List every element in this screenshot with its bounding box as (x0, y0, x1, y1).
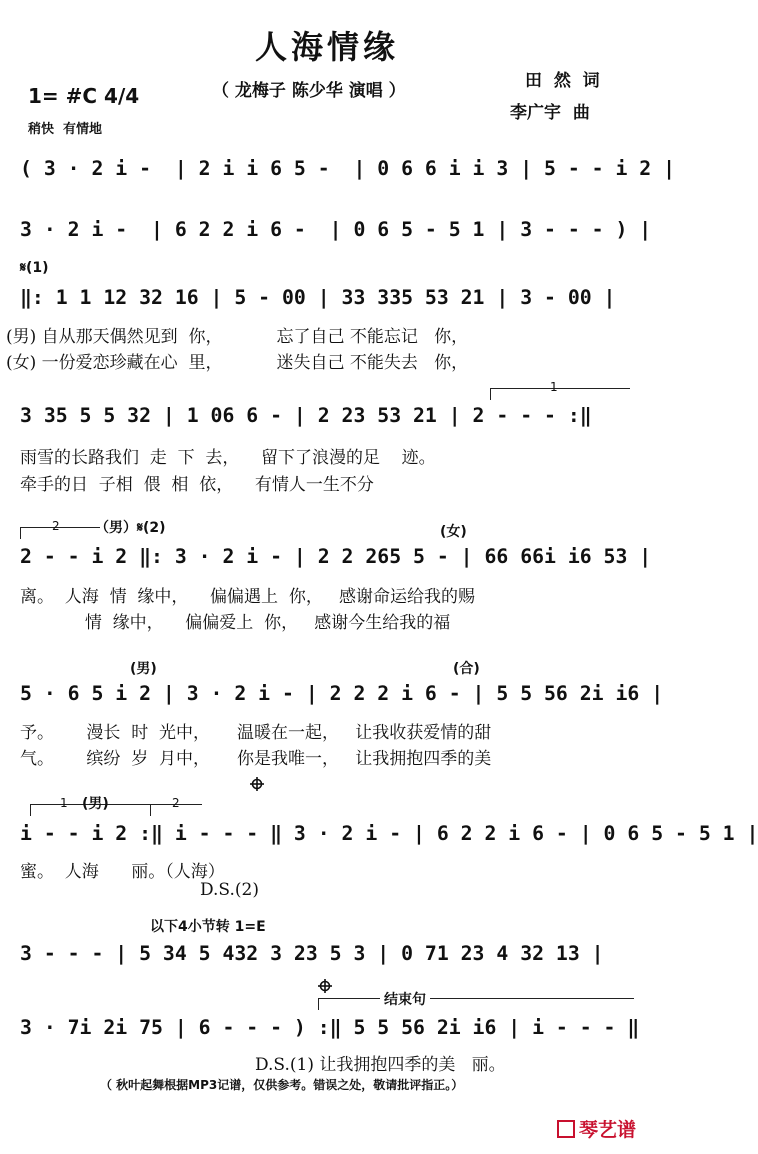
volta-1-label-b: 1 (60, 796, 68, 810)
key-signature: 1= #C 4/4 (28, 84, 140, 108)
lyric-row-9-line-1: D.S.(1) 让我拥抱四季的美 丽。 (255, 1055, 506, 1075)
ds-2-mark: D.S.(2) (200, 880, 259, 900)
footnote: （ 秋叶起舞根据MP3记谱，仅供参考。错误之处，敬请批评指正。） (100, 1078, 464, 1092)
male-segno-2-mark: （男）𝄋(2) (95, 520, 166, 536)
lyric-row-5-line-2: 情 缘中， 偏偏爱上 你， 感谢今生给我的福 (20, 613, 451, 633)
volta-2-bracket (20, 527, 100, 528)
lyricist-credit: 田 然 词 (525, 71, 600, 91)
watermark (557, 1115, 636, 1142)
lyric-row-7-line-1: 蜜。 人海 丽。（人海） (20, 862, 225, 882)
watermark-logo-icon (557, 1120, 575, 1138)
lyric-row-3-line-2: (女) 一份爱恋珍藏在心 里， 迷失自己 不能失去 你， (6, 353, 469, 373)
performers: （ 龙梅子 陈少华 演唱 ） (212, 81, 406, 101)
ending-bracket-left (318, 998, 319, 1010)
female-part-mark: (女) (440, 524, 467, 540)
volta-2-bracket-left (20, 527, 21, 539)
tempo-marking: 稍快 有情地 (28, 122, 103, 137)
coda-icon-ending (318, 979, 332, 993)
score-row-1: ( 3 · 2 i - | 2 i i 6 5 - | 0 6 6 i i 3 | 5 - - i 2 | (20, 157, 676, 180)
volta-1-bracket (490, 388, 630, 389)
song-title: 人海情缘 (254, 28, 399, 66)
male-part-mark-b: (男) (82, 796, 109, 812)
score-row-4: 3 35 5 5 32 | 1 06 6 - | 2 23 53 21 | 2 - - - :‖ (20, 404, 592, 427)
lyric-row-6-line-1: 予。 漫长 时 光中， 温暖在一起， 让我收获爱情的甜 (20, 723, 492, 743)
watermark-text: 琴艺谱 (578, 1119, 636, 1141)
volta-2-label-b: 2 (172, 796, 180, 810)
score-row-9: 3 · 7i 2i 75 | 6 - - - ) :‖ 5 5 56 2i i6 | i - - - ‖ (20, 1016, 640, 1039)
score-row-6: 5 · 6 5 i 2 | 3 · 2 i - | 2 2 2 i 6 - | 5 5 56 2i i6 | (20, 682, 664, 705)
score-row-2: 3 · 2 i - | 6 2 2 i 6 - | 0 6 5 - 5 1 | 3 - - - ) | (20, 218, 652, 241)
lyric-row-6-line-2: 气。 缤纷 岁 月中， 你是我唯一， 让我拥抱四季的美 (20, 749, 492, 769)
volta-1-label: 1 (550, 380, 558, 394)
together-part-mark: (合) (453, 661, 480, 677)
lyric-row-3-line-1: (男) 自从那天偶然见到 你， 忘了自己 不能忘记 你， (6, 327, 469, 347)
modulation-note: 以下4小节转 1=E (150, 919, 266, 935)
volta-1-bracket-b-left (30, 804, 31, 816)
score-row-3: ‖: 1 1 12 32 16 | 5 - 00 | 33 335 53 21 | 3 - 00 | (20, 286, 616, 309)
male-part-mark: (男) (130, 661, 157, 677)
ending-label: 结束句 (380, 989, 430, 1009)
lyric-row-4-line-1: 雨雪的长路我们 走 下 去， 留下了浪漫的足 迹。 (20, 448, 436, 468)
volta-2-label: 2 (52, 519, 60, 533)
ending-bracket (318, 998, 634, 999)
volta-1-bracket-left (490, 388, 491, 400)
score-row-5: 2 - - i 2 ‖: 3 · 2 i - | 2 2 265 5 - | 66 66i i6 53 | (20, 545, 652, 568)
volta-2-bracket-b-left (150, 804, 151, 816)
composer-credit: 李广宇 曲 (510, 103, 590, 123)
score-row-8: 3 - - - | 5 34 5 432 3 23 5 3 | 0 71 23 4 32 13 | (20, 942, 604, 965)
segno-1-mark: 𝄋(1) (20, 260, 49, 276)
score-row-7: i - - i 2 :‖ i - - - ‖ 3 · 2 i - | 6 2 2 i 6 - | 0 6 5 - 5 1 | (20, 822, 758, 845)
coda-icon (250, 777, 264, 791)
lyric-row-4-line-2: 牵手的日 子相 偎 相 依， 有情人一生不分 (20, 475, 374, 495)
lyric-row-5-line-1: 离。 人海 情 缘中， 偏偏遇上 你， 感谢命运给我的赐 (20, 587, 476, 607)
